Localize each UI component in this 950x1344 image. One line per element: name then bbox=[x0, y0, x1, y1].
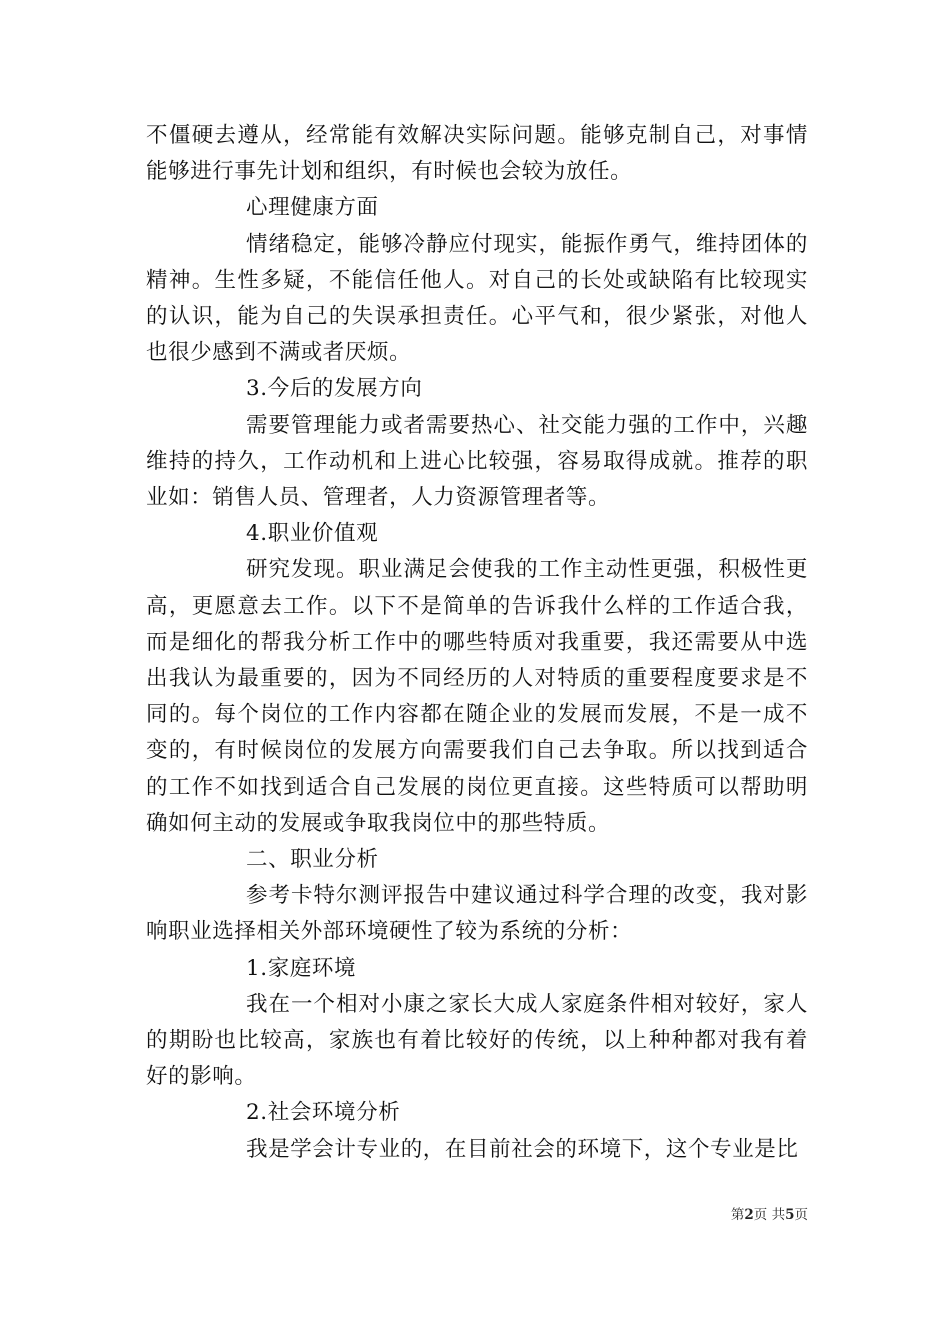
paragraph-continuation: 不僵硬去遵从，经常能有效解决实际问题。能够克制自己，对事情能够进行事先计划和组织，有时候也会较为放任。 bbox=[146, 123, 808, 185]
paragraph-career-values: 研究发现。职业满足会使我的工作主动性更强，积极性更高，更愿意去工作。以下不是简单的告诉我什么样的工作适合我，而是细化的帮我分析工作中的哪些特质对我重要，我还需要从中选出我认为最重要的，因为不同经历的人对特质的重要程度要求是不同的。每个岗位的工作内容都在随企业的发展而发展，不是一成不变的，有时候岗位的发展方向需要我们自己去争取。所以找到适合的工作不如找到适合自己发展的岗位更直接。这些特质可以帮助明确如何主动的发展或争取我岗位中的那些特质。 bbox=[146, 557, 808, 836]
paragraph-social-environment: 我是学会计专业的，在目前社会的环境下，这个专业是比 bbox=[246, 1136, 799, 1162]
total-pages-number: 5 bbox=[785, 1207, 795, 1223]
page-footer bbox=[700, 1206, 808, 1224]
current-page-number: 2 bbox=[744, 1207, 754, 1223]
section-heading-social-environment: 2.社会环境分析 bbox=[246, 1100, 401, 1126]
section-heading-development-direction: 3.今后的发展方向 bbox=[246, 376, 423, 402]
section-heading-career-values: 4.职业价值观 bbox=[246, 521, 379, 547]
section-heading-family-environment: 1.家庭环境 bbox=[246, 955, 357, 981]
paragraph-family-environment: 我在一个相对小康之家长大成人家庭条件相对较好，家人的期盼也比较高，家族也有着比较好的传统，以上种种都对我有着好的影响。 bbox=[146, 991, 808, 1090]
document-body bbox=[146, 118, 808, 1168]
footer-prefix: 第 bbox=[730, 1207, 745, 1223]
footer-suffix: 页 bbox=[794, 1207, 808, 1223]
paragraph-career-analysis: 参考卡特尔测评报告中建议通过科学合理的改变，我对影响职业选择相关外部环境硬性了较为系统的分析： bbox=[146, 883, 808, 945]
paragraph-mental-health: 情绪稳定，能够冷静应付现实，能振作勇气，维持团体的精神。生性多疑，不能信任他人。对自己的长处或缺陷有比较现实的认识，能为自己的失误承担责任。心平气和，很少紧张，对他人也很少感到不满或者厌烦。 bbox=[146, 231, 808, 366]
section-heading-career-analysis: 二、职业分析 bbox=[246, 847, 379, 873]
section-heading-mental-health: 心理健康方面 bbox=[246, 195, 379, 221]
paragraph-development-direction: 需要管理能力或者需要热心、社交能力强的工作中，兴趣维持的持久，工作动机和上进心比较强，容易取得成就。推荐的职业如：销售人员、管理者，人力资源管理者等。 bbox=[146, 412, 808, 511]
footer-middle: 页 共 bbox=[753, 1207, 786, 1223]
